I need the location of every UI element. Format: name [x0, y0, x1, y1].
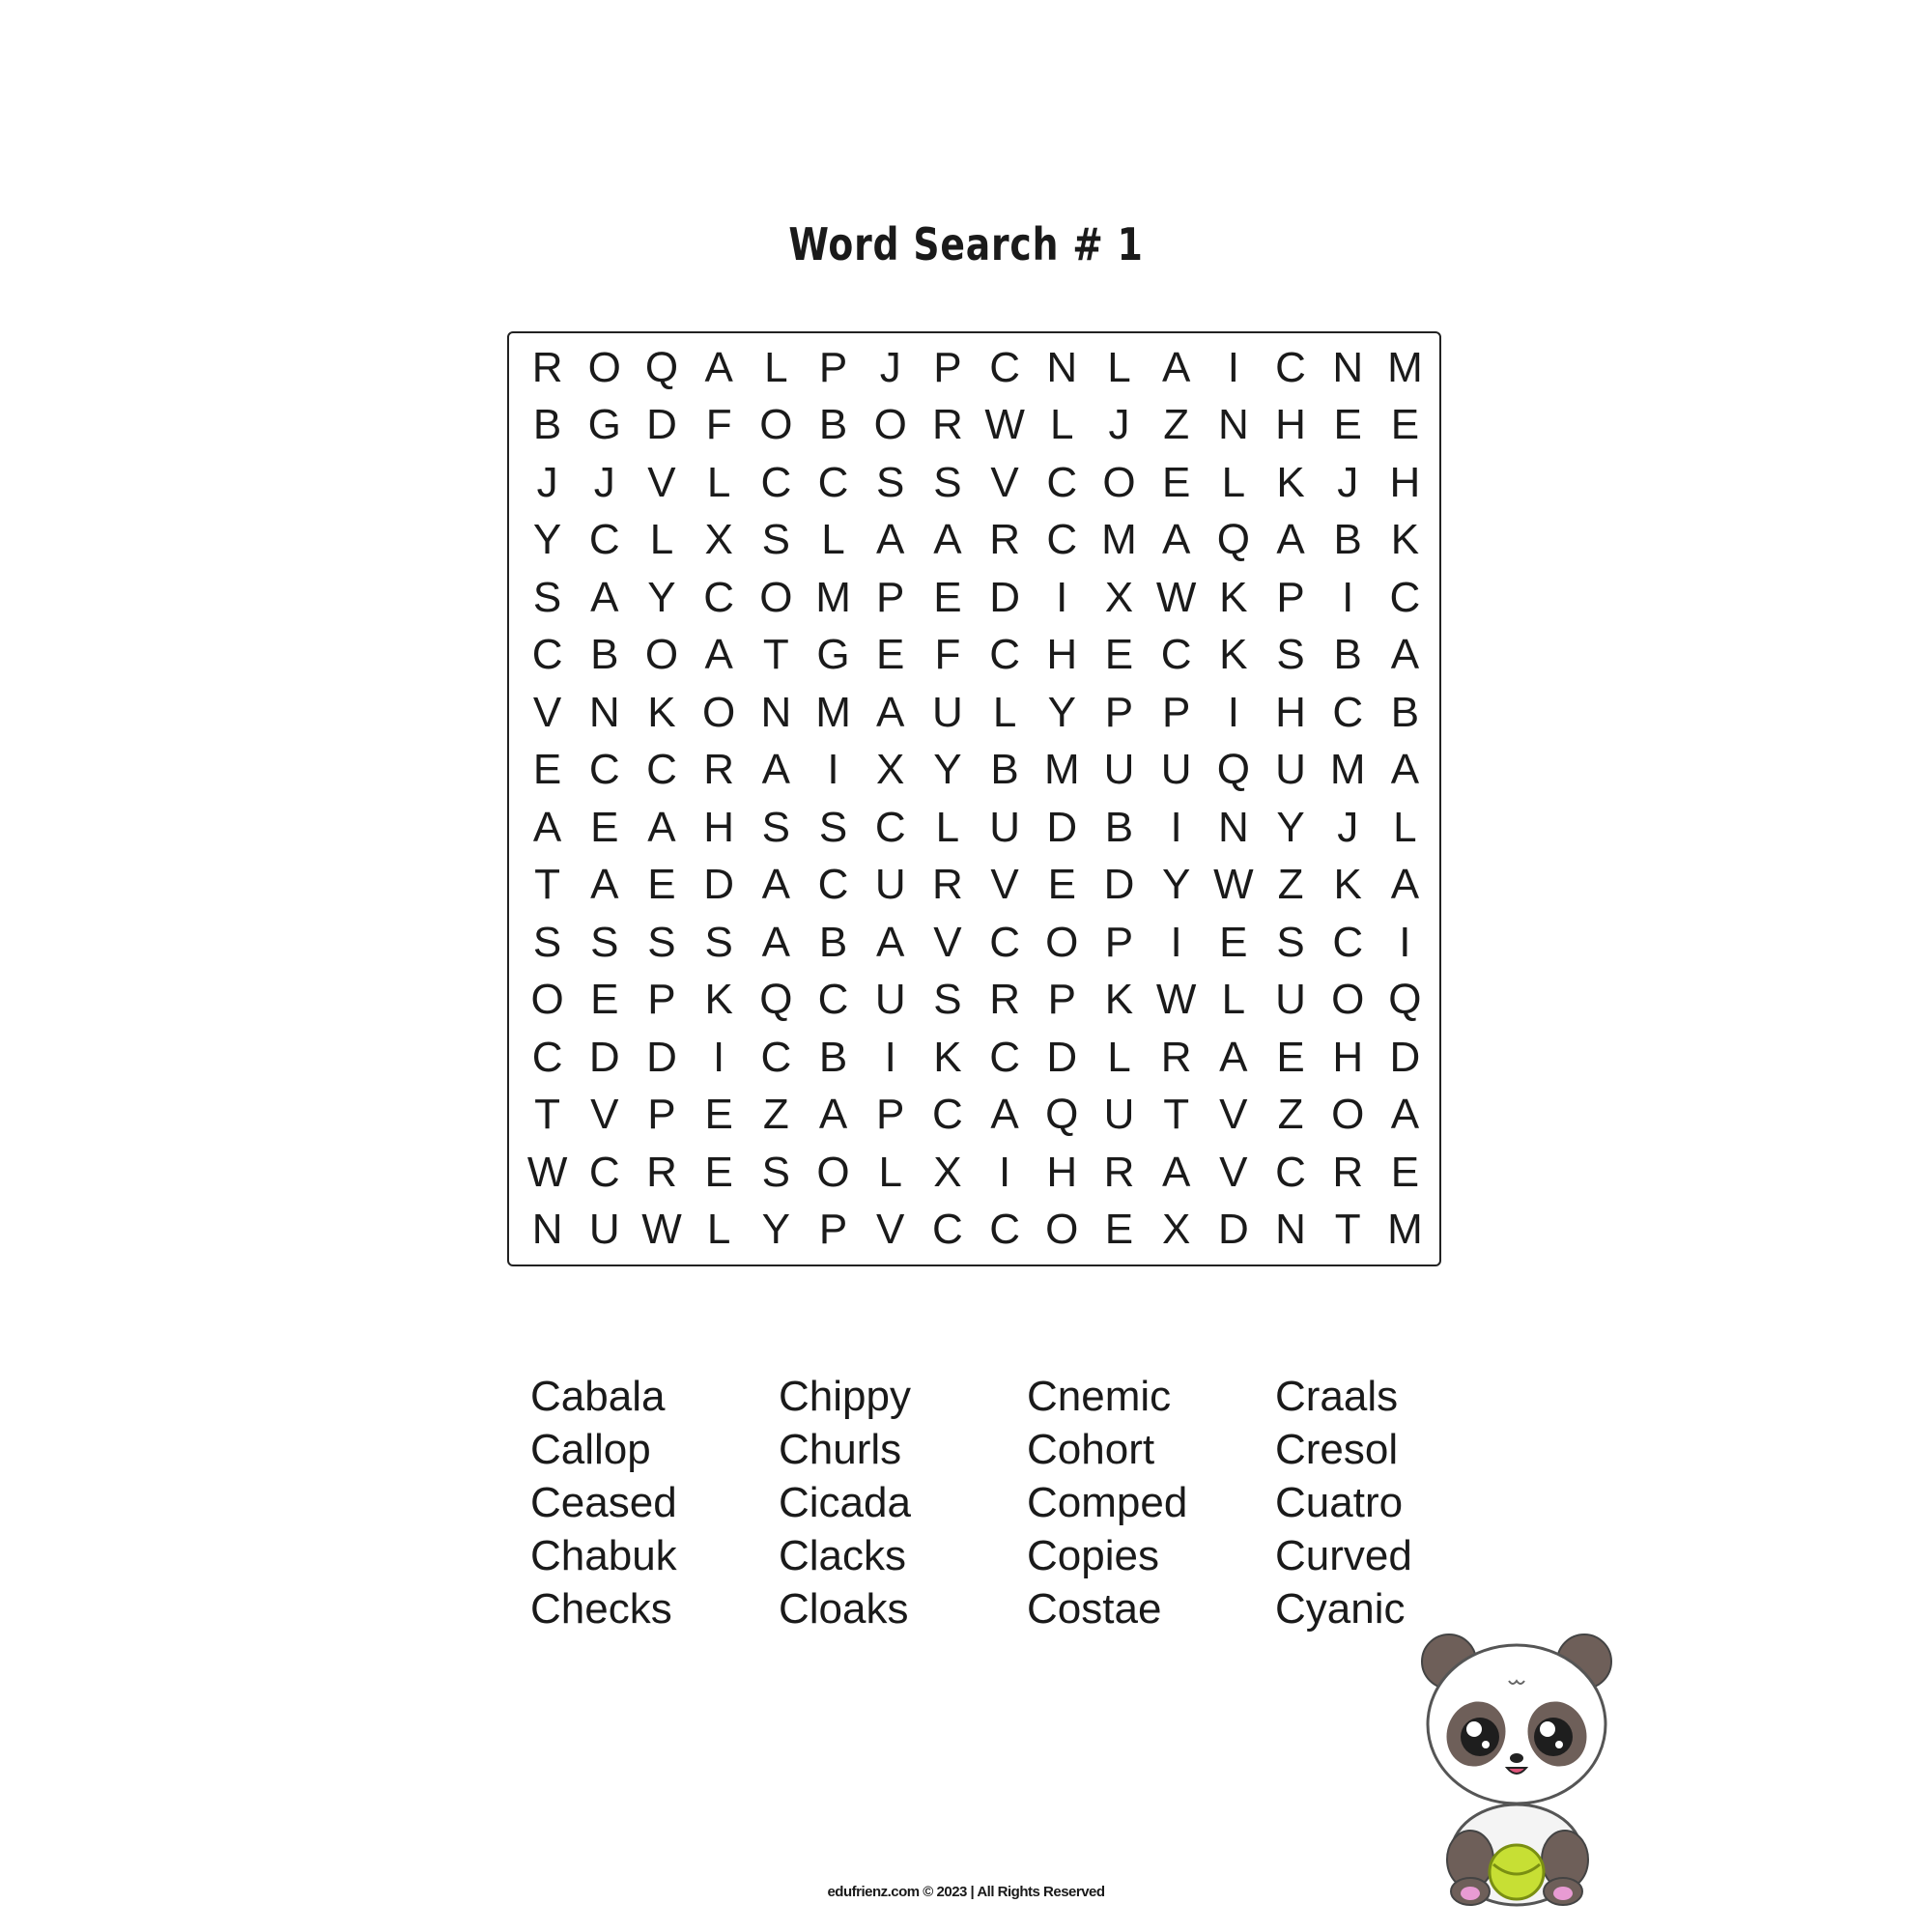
grid-cell: C [989, 918, 1020, 966]
word-list-item: Costae [1027, 1585, 1162, 1633]
grid-cell: O [1331, 1091, 1365, 1139]
grid-cell: M [1387, 343, 1423, 391]
grid-cell: E [876, 631, 905, 679]
grid-cell: C [1160, 631, 1192, 679]
grid-cell: C [531, 1033, 563, 1081]
grid-cell: H [703, 803, 735, 851]
word-list-item: Cohort [1027, 1426, 1155, 1473]
grid-cell: D [1046, 803, 1078, 851]
grid-cell: S [1276, 918, 1305, 966]
grid-cell: B [532, 401, 562, 449]
grid-cell: H [1332, 1033, 1364, 1081]
grid-cell: S [532, 918, 562, 966]
grid-cell: M [1043, 746, 1080, 794]
grid-cell: K [1219, 631, 1248, 679]
grid-cell: X [876, 746, 905, 794]
grid-cell: A [590, 861, 619, 909]
grid-cell: T [1163, 1091, 1190, 1139]
grid-cell: U [1160, 746, 1192, 794]
word-list-item: Callop [530, 1426, 651, 1473]
grid-cell: Q [1388, 976, 1422, 1024]
grid-cell: Q [759, 976, 793, 1024]
grid-cell: R [989, 976, 1020, 1024]
grid-cell: K [1276, 458, 1305, 506]
grid-cell: A [1390, 1091, 1420, 1139]
grid-cell: A [1161, 516, 1191, 564]
grid-cell: S [933, 976, 962, 1024]
grid-cell: P [1104, 918, 1134, 966]
grid-cell: R [703, 746, 735, 794]
word-list-item: Curved [1275, 1532, 1412, 1579]
grid-cell: B [1333, 516, 1362, 564]
grid-cell: U [874, 861, 906, 909]
grid-cell: S [933, 458, 962, 506]
footer-copyright: edufrienz.com © 2023 | All Rights Reserved [827, 1884, 1105, 1900]
grid-cell: F [705, 401, 732, 449]
grid-cell: Y [1276, 803, 1305, 851]
grid-cell: E [590, 803, 619, 851]
grid-cell: S [818, 803, 848, 851]
grid-cell: S [761, 803, 791, 851]
grid-cell: C [817, 976, 849, 1024]
grid-cell: X [1104, 573, 1134, 621]
grid-cell: B [1333, 631, 1362, 679]
grid-cell: W [1213, 861, 1254, 909]
grid-cell: K [933, 1033, 962, 1081]
grid-cell: C [817, 861, 849, 909]
grid-cell: L [878, 1148, 902, 1196]
grid-cell: Z [1277, 861, 1304, 909]
grid-cell: C [874, 803, 906, 851]
grid-cell: C [588, 746, 620, 794]
grid-cell: P [1104, 688, 1134, 736]
grid-cell: A [818, 1091, 848, 1139]
grid-cell: C [588, 516, 620, 564]
grid-cell: T [534, 861, 561, 909]
grid-cell: A [647, 803, 676, 851]
grid-cell: S [532, 573, 562, 621]
grid-cell: C [1332, 918, 1364, 966]
grid-cell: D [1217, 1206, 1249, 1254]
grid-cell: C [531, 631, 563, 679]
grid-cell: E [1161, 458, 1191, 506]
grid-cell: A [761, 918, 791, 966]
grid-cell: X [1161, 1206, 1191, 1254]
grid-cell: U [1275, 746, 1306, 794]
grid-cell: C [989, 343, 1020, 391]
grid-cell: L [1221, 976, 1246, 1024]
grid-cell: Q [1216, 746, 1250, 794]
grid-cell: R [932, 861, 963, 909]
grid-cell: K [1219, 573, 1248, 621]
grid-cell: D [646, 1033, 677, 1081]
grid-cell: R [1160, 1033, 1192, 1081]
grid-cell: M [815, 573, 851, 621]
grid-cell: V [647, 458, 676, 506]
grid-cell: A [704, 631, 733, 679]
grid-cell: A [1161, 1148, 1191, 1196]
grid-cell: A [532, 803, 562, 851]
grid-cell: N [1046, 343, 1078, 391]
grid-cell: I [713, 1033, 725, 1081]
word-list [530, 1370, 1523, 1635]
grid-cell: V [990, 861, 1019, 909]
grid-cell: R [932, 401, 963, 449]
grid-cell: I [1227, 688, 1239, 736]
grid-cell: O [759, 573, 793, 621]
grid-cell: A [1390, 746, 1420, 794]
grid-cell: C [989, 1206, 1020, 1254]
grid-cell: Z [1163, 401, 1190, 449]
grid-cell: J [593, 458, 615, 506]
grid-cell: A [933, 516, 962, 564]
grid-cell: E [590, 976, 619, 1024]
grid-cell: S [590, 918, 619, 966]
grid-cell: Y [1047, 688, 1076, 736]
grid-cell: I [827, 746, 839, 794]
grid-cell: P [1047, 976, 1076, 1024]
grid-cell: A [876, 516, 905, 564]
grid-cell: O [816, 1148, 850, 1196]
grid-cell: N [588, 688, 620, 736]
grid-cell: U [989, 803, 1020, 851]
grid-cell: L [1050, 401, 1074, 449]
page-title: Word Search # 1 [788, 218, 1144, 270]
grid-cell: P [647, 1091, 676, 1139]
grid-cell: Q [1216, 516, 1250, 564]
grid-cell: F [934, 631, 961, 679]
grid-cell: B [990, 746, 1019, 794]
grid-cell: E [704, 1091, 733, 1139]
grid-cell: I [1342, 573, 1354, 621]
grid-cell: A [761, 861, 791, 909]
grid-cell: E [532, 746, 562, 794]
grid-cell: L [1221, 458, 1246, 506]
grid-cell: V [933, 918, 962, 966]
word-list-item: Cloaks [779, 1585, 909, 1633]
grid-cell: D [646, 401, 677, 449]
grid-cell: K [1390, 516, 1420, 564]
grid-cell: E [1219, 918, 1248, 966]
word-list-item: Chippy [779, 1373, 911, 1420]
grid-cell: G [816, 631, 850, 679]
grid-cell: P [876, 573, 905, 621]
grid-cell: S [647, 918, 676, 966]
word-list-item: Cyanic [1275, 1585, 1406, 1633]
grid-cell: B [818, 401, 848, 449]
grid-cell: Z [1277, 1091, 1304, 1139]
grid-cell: L [1107, 1033, 1131, 1081]
grid-cell: Y [933, 746, 962, 794]
grid-cell: B [1390, 688, 1420, 736]
grid-cell: C [1275, 343, 1306, 391]
grid-cell: M [1329, 746, 1366, 794]
word-list-item: Cresol [1275, 1426, 1399, 1473]
grid-cell: R [1332, 1148, 1364, 1196]
grid-cell: A [761, 746, 791, 794]
grid-cell: J [1108, 401, 1130, 449]
grid-cell: W [526, 1148, 568, 1196]
grid-cell: O [587, 343, 621, 391]
grid-cell: V [1219, 1148, 1248, 1196]
grid-cell: O [873, 401, 907, 449]
grid-cell: L [1107, 343, 1131, 391]
grid-cell: E [1104, 631, 1134, 679]
grid-cell: V [1219, 1091, 1248, 1139]
grid-cell: S [876, 458, 905, 506]
grid-cell: U [932, 688, 963, 736]
grid-cell: L [821, 516, 845, 564]
grid-cell: P [1161, 688, 1191, 736]
grid-cell: Y [761, 1206, 791, 1254]
grid-cell: P [876, 1091, 905, 1139]
grid-cell: P [647, 976, 676, 1024]
grid-cell: C [817, 458, 849, 506]
grid-cell: X [933, 1148, 962, 1196]
grid-cell: U [874, 976, 906, 1024]
grid-cell: M [815, 688, 851, 736]
grid-cell: N [1217, 401, 1249, 449]
grid-cell: I [884, 1033, 896, 1081]
grid-cell: L [1393, 803, 1417, 851]
grid-cell: I [1227, 343, 1239, 391]
grid-cell: R [531, 343, 563, 391]
grid-cell: H [1046, 631, 1078, 679]
grid-cell: A [1161, 343, 1191, 391]
grid-cell: E [1390, 401, 1420, 449]
grid-cell: H [1389, 458, 1421, 506]
word-list-item: Cuatro [1275, 1479, 1404, 1526]
grid-cell: U [1103, 1091, 1135, 1139]
grid-cell: H [1275, 688, 1306, 736]
grid-cell: J [1337, 458, 1359, 506]
grid-cell: G [587, 401, 621, 449]
grid-cell: K [704, 976, 733, 1024]
grid-cell: J [879, 343, 901, 391]
grid-cell: O [759, 401, 793, 449]
grid-cell: D [1389, 1033, 1421, 1081]
grid-cell: I [1056, 573, 1068, 621]
word-list-item: Clacks [779, 1532, 907, 1579]
grid-cell: C [588, 1148, 620, 1196]
grid-cell: C [989, 1033, 1020, 1081]
grid-cell: C [646, 746, 677, 794]
grid-cell: Q [1045, 1091, 1079, 1139]
word-list-item: Ceased [530, 1479, 677, 1526]
grid-cell: C [1046, 516, 1078, 564]
grid-cell: C [1046, 458, 1078, 506]
grid-cell: S [761, 516, 791, 564]
grid-cell: A [1276, 516, 1305, 564]
grid-cell: O [1331, 976, 1365, 1024]
grid-cell: V [532, 688, 562, 736]
grid-cell: D [1046, 1033, 1078, 1081]
grid-cell: U [588, 1206, 620, 1254]
grid-cell: T [1334, 1206, 1361, 1254]
grid-cell: W [1155, 976, 1197, 1024]
grid-cell: K [1104, 976, 1134, 1024]
grid-cell: H [1046, 1148, 1078, 1196]
grid-cell: R [1103, 1148, 1135, 1196]
grid-cell: I [1170, 918, 1182, 966]
grid-cell: L [935, 803, 960, 851]
grid-cell: I [998, 1148, 1011, 1196]
grid-cell: B [590, 631, 619, 679]
grid-cell: C [1389, 573, 1421, 621]
grid-cell: S [1276, 631, 1305, 679]
grid-cell: R [989, 516, 1020, 564]
grid-cell: T [762, 631, 789, 679]
grid-cell: A [590, 573, 619, 621]
word-list-item: Cicada [779, 1479, 911, 1526]
grid-cell: E [1390, 1148, 1420, 1196]
grid-cell: A [1390, 861, 1420, 909]
grid-cell: O [644, 631, 679, 679]
grid-cell: E [1333, 401, 1362, 449]
grid-cell: W [641, 1206, 682, 1254]
word-list-item: Copies [1027, 1532, 1159, 1579]
grid-cell: T [534, 1091, 561, 1139]
grid-cell: E [1047, 861, 1076, 909]
grid-cell: E [704, 1148, 733, 1196]
grid-cell: W [984, 401, 1025, 449]
grid-cell: V [876, 1206, 905, 1254]
word-search-grid [507, 331, 1441, 1266]
grid-cell: L [992, 688, 1017, 736]
grid-cell: C [1275, 1148, 1306, 1196]
word-list-item: Comped [1027, 1479, 1188, 1526]
grid-cell: I [1170, 803, 1182, 851]
grid-cell: O [530, 976, 564, 1024]
grid-cell: O [702, 688, 736, 736]
grid-cell: A [876, 688, 905, 736]
grid-cell: P [1276, 573, 1305, 621]
word-list-item: Churls [779, 1426, 902, 1473]
grid-cell: J [1337, 803, 1359, 851]
grid-cell: D [703, 861, 735, 909]
grid-cell: E [933, 573, 962, 621]
grid-cell: L [764, 343, 788, 391]
grid-cell: C [760, 458, 792, 506]
grid-cell: P [818, 1206, 848, 1254]
grid-cell: C [1332, 688, 1364, 736]
grid-cell: P [933, 343, 962, 391]
grid-cell: R [646, 1148, 677, 1196]
grid-cell: N [760, 688, 792, 736]
grid-cell: N [1217, 803, 1249, 851]
grid-cell: K [647, 688, 676, 736]
grid-cell: C [932, 1206, 963, 1254]
grid-cell: L [706, 458, 731, 506]
grid-cell: Z [762, 1091, 789, 1139]
word-list-item: Cnemic [1027, 1373, 1172, 1420]
grid-cell: M [1387, 1206, 1423, 1254]
grid-cell: E [1104, 1206, 1134, 1254]
grid-cell: B [818, 1033, 848, 1081]
grid-cell: P [818, 343, 848, 391]
grid-cell: E [647, 861, 676, 909]
grid-cell: Y [647, 573, 676, 621]
grid-cell: Y [532, 516, 562, 564]
grid-cell: O [1102, 458, 1136, 506]
grid-cell: V [590, 1091, 619, 1139]
grid-cell: D [1103, 861, 1135, 909]
grid-cell: O [1045, 918, 1079, 966]
grid-cell: Q [644, 343, 679, 391]
grid-cell: C [760, 1033, 792, 1081]
grid-cell: U [1103, 746, 1135, 794]
grid-cell: C [989, 631, 1020, 679]
grid-cell: W [1155, 573, 1197, 621]
grid-cell: B [1104, 803, 1134, 851]
word-list-item: Cabala [530, 1373, 666, 1420]
grid-cell: C [703, 573, 735, 621]
grid-cell: N [531, 1206, 563, 1254]
grid-cell: A [1219, 1033, 1248, 1081]
grid-cell: B [818, 918, 848, 966]
grid-cell: A [990, 1091, 1019, 1139]
grid-cell: Y [1161, 861, 1191, 909]
grid-cell: L [649, 516, 674, 564]
grid-cell: V [990, 458, 1019, 506]
grid-cell: A [704, 343, 733, 391]
grid-cell: C [932, 1091, 963, 1139]
grid-cell: N [1332, 343, 1364, 391]
grid-cell: O [1045, 1206, 1079, 1254]
grid-cell: J [536, 458, 558, 506]
grid-cell: A [1390, 631, 1420, 679]
grid-cell: D [588, 1033, 620, 1081]
grid-cell: I [1399, 918, 1411, 966]
grid-cell: N [1275, 1206, 1306, 1254]
grid-cell: U [1275, 976, 1306, 1024]
word-list-item: Chabuk [530, 1532, 677, 1579]
grid-cell: H [1275, 401, 1306, 449]
grid-cell: S [761, 1148, 791, 1196]
panda-icon [1410, 1623, 1623, 1913]
grid-cell: E [1276, 1033, 1305, 1081]
grid-cell: D [989, 573, 1020, 621]
grid-cell: X [704, 516, 733, 564]
grid-cell: K [1333, 861, 1362, 909]
grid-cell: S [704, 918, 733, 966]
grid-cell: L [706, 1206, 731, 1254]
grid-cell: A [876, 918, 905, 966]
word-list-item: Checks [530, 1585, 672, 1633]
grid-cell: M [1101, 516, 1137, 564]
word-list-item: Craals [1275, 1373, 1399, 1420]
